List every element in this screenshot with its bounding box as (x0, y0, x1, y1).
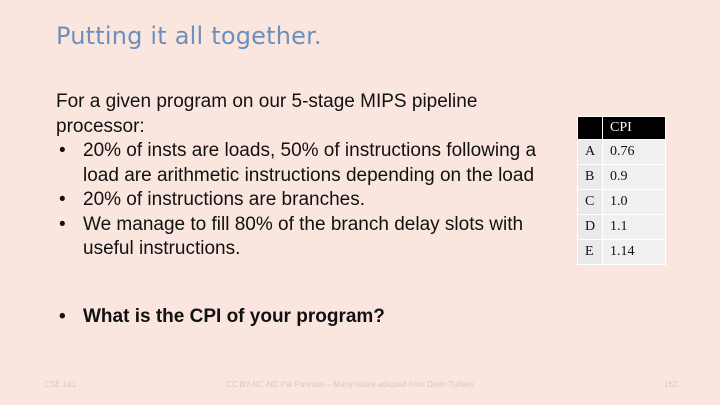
question-text: What is the CPI of your program? (83, 306, 385, 327)
option-letter: E (578, 240, 603, 265)
option-letter: C (578, 190, 603, 215)
intro-text: For a given program on our 5-stage MIPS pipeline processor: (56, 91, 478, 137)
bullet-item: • 20% of instructions are branches. (56, 188, 568, 213)
cpi-answer-table (577, 116, 666, 265)
bullet-item: • We manage to fill 80% of the branch delay slots with useful instructions. (56, 213, 568, 262)
table-row (578, 165, 666, 190)
slide-title: Putting it all together. (56, 22, 322, 50)
table-row (578, 240, 666, 265)
bullet-list (56, 139, 568, 262)
bullet-item: • 20% of insts are loads, 50% of instructions following a load are arithmetic instructions depending on the load (56, 139, 568, 188)
table-row (578, 215, 666, 240)
header-blank-cell (578, 117, 603, 140)
footer-license: CC BY-NC-ND Pat Pannuto – Many slides adapted from Dean Tullsen (226, 380, 474, 389)
option-letter: D (578, 215, 603, 240)
footer-page-number: 162 (664, 380, 678, 389)
table-row (578, 190, 666, 215)
option-value: 0.9 (603, 165, 666, 190)
slide-body (56, 90, 568, 262)
option-letter: B (578, 165, 603, 190)
bullet-dot: • (59, 306, 66, 327)
table-row (578, 140, 666, 165)
option-value: 1.0 (603, 190, 666, 215)
option-letter: A (578, 140, 603, 165)
option-value: 1.1 (603, 215, 666, 240)
option-value: 0.76 (603, 140, 666, 165)
question (56, 306, 385, 328)
header-cpi-cell: CPI (603, 117, 666, 140)
table-header-row (578, 117, 666, 140)
footer-course: CSE 141 (44, 380, 77, 389)
option-value: 1.14 (603, 240, 666, 265)
